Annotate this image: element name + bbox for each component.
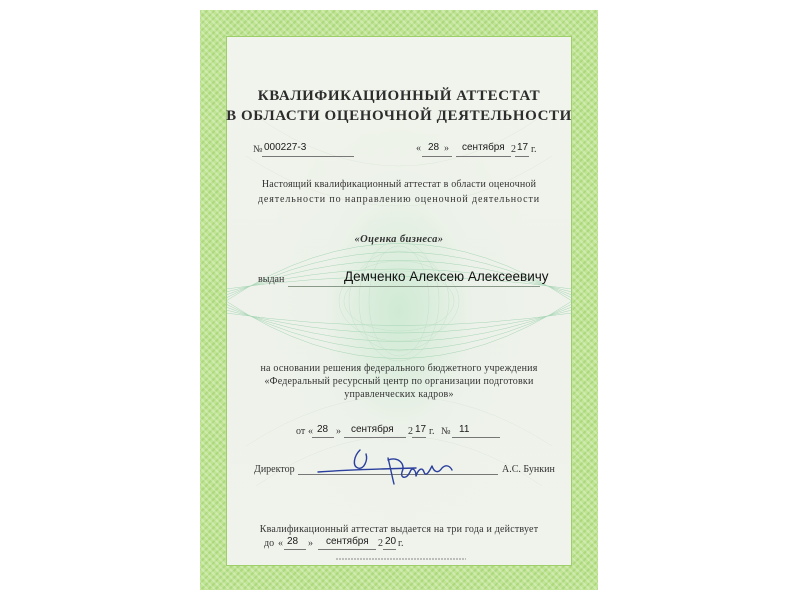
title-line-2: В ОБЛАСТИ ОЦЕНОЧНОЙ ДЕЯТЕЛЬНОСТИ xyxy=(226,108,572,124)
issued-underline xyxy=(288,286,540,287)
decision-month: сентября xyxy=(351,424,394,435)
date-year-abbr: г. xyxy=(531,144,537,155)
date-month-underline xyxy=(456,156,511,157)
intro-line-1: Настоящий квалификационный аттестат в области оценочной xyxy=(261,179,537,190)
specialty: «Оценка бизнеса» xyxy=(354,234,444,245)
decision-open-quote: « xyxy=(308,426,313,437)
basis-line-3: управленческих кадров» xyxy=(344,389,454,400)
decision-year-prefix: 2 xyxy=(408,426,413,437)
decision-close-quote: » xyxy=(336,426,341,437)
validity-year-suffix: 20 xyxy=(385,536,397,547)
decision-year-abbr: г. xyxy=(429,426,435,437)
date-close-quote: » xyxy=(444,143,449,154)
decision-number: 11 xyxy=(459,424,470,435)
certificate xyxy=(200,10,598,590)
basis-line-2: «Федеральный ресурсный центр по организации подготовки xyxy=(264,376,534,387)
number-label: № xyxy=(253,144,263,155)
basis-line-1: на основании решения федерального бюджетного учреждения xyxy=(260,363,538,374)
date-month: сентября xyxy=(462,142,505,153)
title-line-1: КВАЛИФИКАЦИОННЫЙ АТТЕСТАТ xyxy=(257,88,541,104)
validity-year-underline xyxy=(383,549,396,550)
decision-day: 28 xyxy=(317,424,329,435)
validity-month-underline xyxy=(318,549,376,550)
date-open-quote: « xyxy=(416,143,421,154)
decision-number-underline xyxy=(452,437,500,438)
validity-close-quote: » xyxy=(308,538,313,549)
validity-open-quote: « xyxy=(278,538,283,549)
validity-day-underline xyxy=(284,549,306,550)
decision-year-underline xyxy=(412,437,426,438)
intro-line-2: деятельности по направлению оценочной деятельности xyxy=(257,194,541,205)
date-year-suffix: 17 xyxy=(517,142,529,153)
decision-day-underline xyxy=(312,437,334,438)
director-name: А.С. Бункин xyxy=(502,464,555,475)
validity-line-1: Квалификационный аттестат выдается на три года и действует xyxy=(259,524,539,535)
certificate-body xyxy=(226,36,572,566)
director-label: Директор xyxy=(254,464,295,475)
issued-to-name: Демченко Алексею Алексеевичу xyxy=(344,269,549,284)
decision-year-suffix: 17 xyxy=(415,424,427,435)
certificate-title xyxy=(226,86,572,126)
date-year-prefix: 2 xyxy=(511,144,516,155)
printer-microtext xyxy=(336,558,466,560)
issued-label: выдан xyxy=(258,274,285,285)
date-day: 28 xyxy=(428,142,440,153)
director-signature xyxy=(316,442,466,492)
validity-until-label: до xyxy=(264,538,275,549)
validity-year-abbr: г. xyxy=(398,538,404,549)
validity-month: сентября xyxy=(326,536,369,547)
date-year-underline xyxy=(515,156,529,157)
validity-year-prefix: 2 xyxy=(378,538,383,549)
date-day-underline xyxy=(422,156,452,157)
decision-from-label: от xyxy=(296,426,306,437)
certificate-number: 000227-3 xyxy=(264,142,307,153)
validity-day: 28 xyxy=(287,536,299,547)
decision-month-underline xyxy=(344,437,406,438)
decision-number-label: № xyxy=(441,426,451,437)
number-underline xyxy=(262,156,354,157)
